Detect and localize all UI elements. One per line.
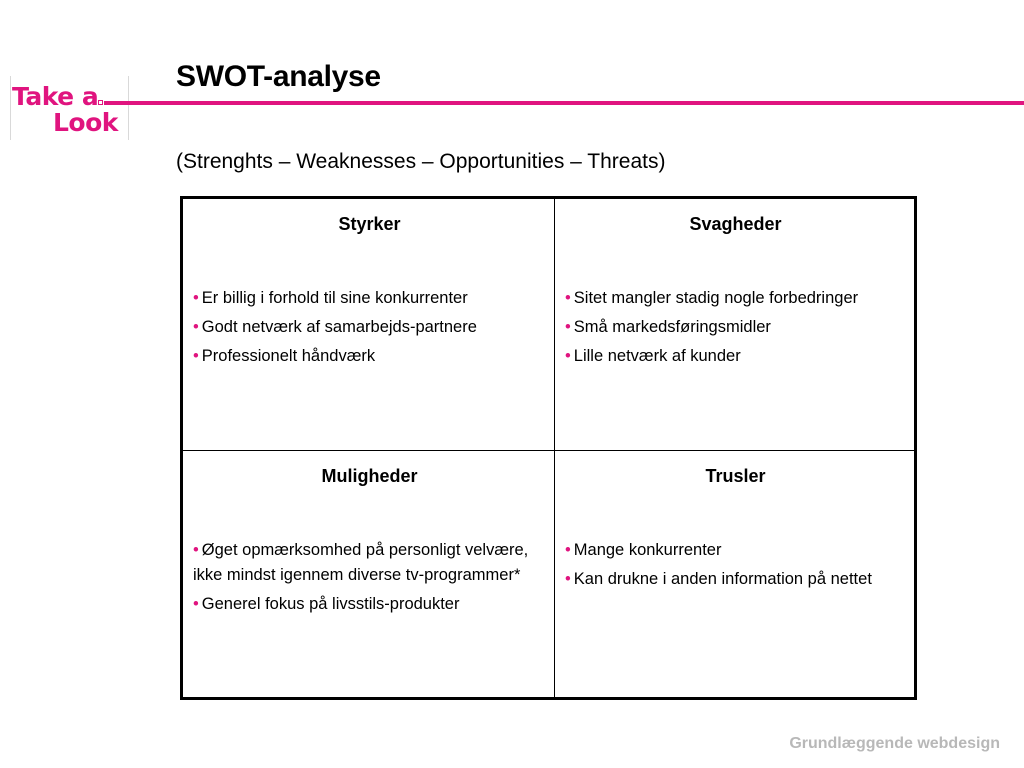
list-item: • Generel fokus på livsstils-produkter [193,594,460,613]
list-item: • Professionelt håndværk [193,346,376,365]
logo-line-1: Take a [12,82,99,111]
bullet-icon: • [565,317,571,336]
bullet-icon: • [193,594,199,613]
logo-line-2: Look [53,108,118,137]
footer-text: Grundlæggende webdesign [789,735,1000,752]
title-underline [104,101,1024,105]
quadrant-opportunities [182,451,555,699]
swot-table [180,196,917,700]
bullet-icon: • [193,289,199,307]
list-item: • Lille netværk af kunder [565,346,741,365]
bullet-icon: • [565,569,571,588]
bullet-icon: • [565,346,571,365]
bullet-icon: • [565,289,571,307]
bullet-icon: • [193,317,199,336]
logo-divider-right [128,76,129,140]
bullet-icon: • [193,346,199,365]
list-item: • Godt netværk af samarbejds-partnere [193,317,477,336]
list-item: • Kan drukne i anden information på nettet [565,569,872,588]
list-item: • Mange konkurrenter [565,541,722,560]
list-item: • Er billig i forhold til sine konkurrenter [193,289,468,307]
slide-subtitle: (Strenghts – Weaknesses – Opportunities – Threats) [176,150,666,173]
quadrant-heading: Trusler [705,466,766,487]
quadrant-threats [555,451,916,699]
logo-square [98,100,103,105]
bullet-icon: • [565,541,571,560]
bullet-icon: • [193,541,199,560]
quadrant-heading: Styrker [338,214,401,234]
list-item: • Små markedsføringsmidler [565,317,771,336]
list-item: • Sitet mangler stadig nogle forbedringer [565,289,859,307]
quadrant-heading: Svagheder [689,214,782,234]
quadrant-weaknesses [555,198,916,451]
quadrant-heading: Muligheder [321,466,418,487]
logo-divider-left [10,76,11,140]
logo [0,76,135,140]
quadrant-strengths [182,198,555,451]
list-item: • Øget opmærksomhed på personligt velvære, ikke mindst igennem diverse tv-programmer* [193,541,529,584]
slide-title: SWOT-analyse [176,60,381,93]
